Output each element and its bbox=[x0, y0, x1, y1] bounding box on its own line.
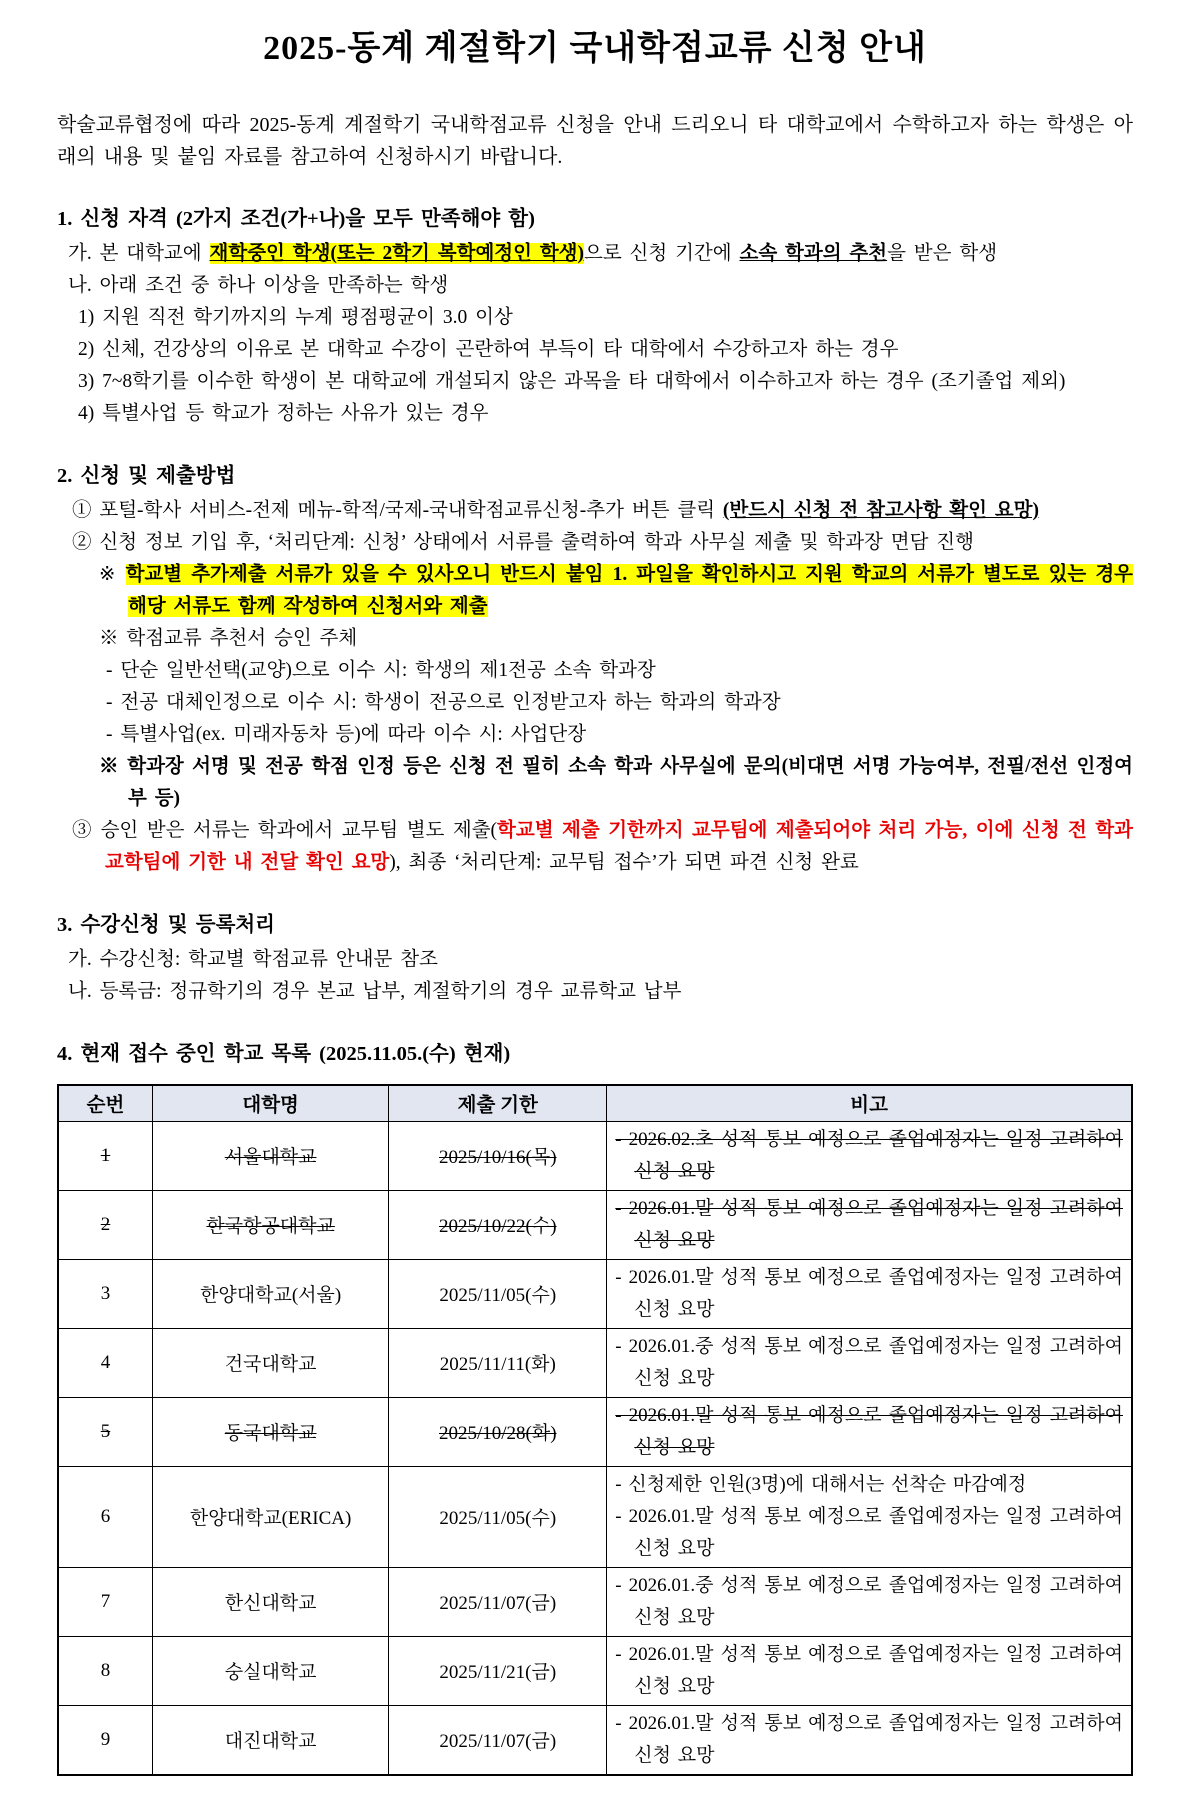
highlighted-enrolled-student: 재학중인 학생(또는 2학기 복학예정인 학생) bbox=[209, 243, 584, 264]
section-3-heading: 3. 수강신청 및 등록처리 bbox=[57, 914, 275, 936]
table-row bbox=[58, 1328, 1132, 1397]
row-number-cell: 2 bbox=[58, 1190, 153, 1259]
row-number-cell: 4 bbox=[58, 1328, 153, 1397]
item-na: 나. 아래 조건 중 하나 이상을 만족하는 학생 bbox=[68, 275, 449, 296]
university-cell: 한양대학교(서울) bbox=[153, 1259, 389, 1328]
university-cell: 대진대학교 bbox=[153, 1705, 389, 1775]
step-3-post: ), 최종 ‘처리단계: 교무팀 접수’가 되면 파견 신청 완료 bbox=[389, 852, 859, 873]
deadline-cell: 2025/11/07(금) bbox=[389, 1567, 607, 1636]
note-text: - 2026.02.초 성적 통보 예정으로 졸업예정자는 일정 고려하여 신청 요망 bbox=[615, 1128, 1123, 1182]
condition-3: 3) 7~8학기를 이수한 학생이 본 대학교에 개설되지 않은 과목을 타 대학에서 이수하고자 하는 경우 (조기졸업 제외) bbox=[78, 371, 1066, 392]
table-row bbox=[58, 1259, 1132, 1328]
deadline-cell: 2025/11/05(수) bbox=[389, 1259, 607, 1328]
note-text: - 2026.01.말 성적 통보 예정으로 졸업예정자는 일정 고려하여 신청 요망 bbox=[615, 1404, 1123, 1458]
table-header-row bbox=[58, 1085, 1132, 1121]
highlighted-additional-documents: 학교별 추가제출 서류가 있을 수 있사오니 반드시 붙임 1. 파일을 확인하시고 지원 학교의 서류가 별도로 있는 경우 해당 서류도 함께 작성하여 신청서와 제출 bbox=[125, 564, 1133, 617]
step-1 bbox=[57, 495, 1133, 527]
university-cell: 한신대학교 bbox=[153, 1567, 389, 1636]
section-4-heading: 4. 현재 접수 중인 학교 목록 (2025.11.05.(수) 현재) bbox=[57, 1043, 511, 1065]
note-cell bbox=[607, 1466, 1132, 1567]
note-text: - 2026.01.말 성적 통보 예정으로 졸업예정자는 일정 고려하여 신청 요망 bbox=[615, 1643, 1123, 1697]
note-text: - 2026.01.말 성적 통보 예정으로 졸업예정자는 일정 고려하여 신청 요망 bbox=[615, 1266, 1123, 1320]
approval-case-2: - 전공 대체인정으로 이수 시: 학생이 전공으로 인정받고자 하는 학과의 학과장 bbox=[106, 692, 781, 713]
note-text: - 2026.01.말 성적 통보 예정으로 졸업예정자는 일정 고려하여 신청 요망 bbox=[615, 1505, 1123, 1559]
underlined-department-recommendation: 소속 학과의 추천 bbox=[739, 243, 888, 264]
row-number-cell: 9 bbox=[58, 1705, 153, 1775]
section-1-heading: 1. 신청 자격 (2가지 조건(가+나)을 모두 만족해야 함) bbox=[57, 208, 535, 230]
table-row bbox=[58, 1636, 1132, 1705]
university-cell: 한양대학교(ERICA) bbox=[153, 1466, 389, 1567]
note-text: - 신청제한 인원(3명)에 대해서는 선착순 마감예정 bbox=[615, 1473, 1027, 1495]
table-row bbox=[58, 1190, 1132, 1259]
row-number-cell: 6 bbox=[58, 1466, 153, 1567]
header-deadline: 제출 기한 bbox=[389, 1085, 607, 1121]
table-row bbox=[58, 1121, 1132, 1190]
registration-ga: 가. 수강신청: 학교별 학점교류 안내문 참조 bbox=[68, 949, 438, 970]
university-cell: 한국항공대학교 bbox=[153, 1190, 389, 1259]
header-remarks: 비고 bbox=[607, 1085, 1132, 1121]
item-ga-post: 을 받은 학생 bbox=[887, 243, 998, 264]
school-list-table bbox=[57, 1084, 1133, 1776]
section-application-method bbox=[57, 460, 1133, 879]
note-cell bbox=[607, 1259, 1132, 1328]
note-cell bbox=[607, 1328, 1132, 1397]
item-ga-mid: 으로 신청 기간에 bbox=[584, 243, 740, 264]
note-cell bbox=[607, 1397, 1132, 1466]
note-cell bbox=[607, 1121, 1132, 1190]
registration-na: 나. 등록금: 정규학기의 경우 본교 납부, 계절학기의 경우 교류학교 납부 bbox=[68, 981, 682, 1002]
university-cell: 서울대학교 bbox=[153, 1121, 389, 1190]
deadline-cell: 2025/11/05(수) bbox=[389, 1466, 607, 1567]
section-registration bbox=[57, 909, 1133, 1008]
note-marker: ※ bbox=[99, 564, 126, 585]
note-additional-documents bbox=[57, 559, 1133, 623]
note-cell bbox=[607, 1636, 1132, 1705]
step-3-pre: ③ 승인 받은 서류는 학과에서 교무팀 별도 제출( bbox=[72, 820, 498, 841]
step-1-text: ① 포털-학사 서비스-전제 메뉴-학적/국제-국내학점교류신청-추가 버튼 클릭 bbox=[72, 500, 723, 521]
note-signature-inquiry: ※ 학과장 서명 및 전공 학점 인정 등은 신청 전 필히 소속 학과 사무실에 문의(비대면 서명 가능여부, 전필/전선 인정여부 등) bbox=[99, 756, 1133, 809]
note-approval-subject: ※ 학점교류 추천서 승인 주체 bbox=[99, 628, 358, 649]
step-2: ② 신청 정보 기입 후, ‘처리단계: 신청’ 상태에서 서류를 출력하여 학과 사무실 제출 및 학과장 면담 진행 bbox=[72, 532, 974, 553]
item-ga-pre: 가. 본 대학교에 bbox=[68, 243, 210, 264]
table-row bbox=[58, 1397, 1132, 1466]
table-row bbox=[58, 1567, 1132, 1636]
university-cell: 숭실대학교 bbox=[153, 1636, 389, 1705]
page-title: 2025-동계 계절학기 국내학점교류 신청 안내 bbox=[263, 30, 927, 67]
step-1-warning: (반드시 신청 전 참고사항 확인 요망) bbox=[722, 500, 1040, 521]
note-cell bbox=[607, 1705, 1132, 1775]
note-text: - 2026.01.말 성적 통보 예정으로 졸업예정자는 일정 고려하여 신청 요망 bbox=[615, 1712, 1123, 1766]
note-text: - 2026.01.중 성적 통보 예정으로 졸업예정자는 일정 고려하여 신청 요망 bbox=[615, 1335, 1123, 1389]
note-cell bbox=[607, 1190, 1132, 1259]
deadline-cell: 2025/10/28(화) bbox=[389, 1397, 607, 1466]
section-eligibility bbox=[57, 203, 1133, 430]
university-cell: 동국대학교 bbox=[153, 1397, 389, 1466]
section-school-list bbox=[57, 1038, 1133, 1776]
note-cell bbox=[607, 1567, 1132, 1636]
deadline-cell: 2025/11/07(금) bbox=[389, 1705, 607, 1775]
table-row bbox=[58, 1705, 1132, 1775]
header-number: 순번 bbox=[58, 1085, 153, 1121]
item-ga bbox=[57, 238, 1133, 270]
deadline-cell: 2025/11/11(화) bbox=[389, 1328, 607, 1397]
approval-case-3: - 특별사업(ex. 미래자동차 등)에 따라 이수 시: 사업단장 bbox=[106, 724, 587, 745]
note-text: - 2026.01.중 성적 통보 예정으로 졸업예정자는 일정 고려하여 신청 요망 bbox=[615, 1574, 1123, 1628]
section-2-heading: 2. 신청 및 제출방법 bbox=[57, 465, 236, 487]
deadline-cell: 2025/10/22(수) bbox=[389, 1190, 607, 1259]
deadline-cell: 2025/11/21(금) bbox=[389, 1636, 607, 1705]
deadline-cell: 2025/10/16(목) bbox=[389, 1121, 607, 1190]
step-3 bbox=[57, 815, 1133, 879]
row-number-cell: 1 bbox=[58, 1121, 153, 1190]
row-number-cell: 8 bbox=[58, 1636, 153, 1705]
university-cell: 건국대학교 bbox=[153, 1328, 389, 1397]
table-row bbox=[58, 1466, 1132, 1567]
note-text: - 2026.01.말 성적 통보 예정으로 졸업예정자는 일정 고려하여 신청 요망 bbox=[615, 1197, 1123, 1251]
row-number-cell: 5 bbox=[58, 1397, 153, 1466]
intro-paragraph: 학술교류협정에 따라 2025-동계 계절학기 국내학점교류 신청을 안내 드리오니 타 대학교에서 수학하고자 하는 학생은 아래의 내용 및 붙임 자료를 참고하여 신청하시기 바랍니다. bbox=[57, 114, 1133, 168]
approval-case-1: - 단순 일반선택(교양)으로 이수 시: 학생의 제1전공 소속 학과장 bbox=[106, 660, 656, 681]
condition-1: 1) 지원 직전 학기까지의 누계 평점평균이 3.0 이상 bbox=[78, 307, 513, 328]
condition-4: 4) 특별사업 등 학교가 정하는 사유가 있는 경우 bbox=[78, 403, 489, 424]
header-university: 대학명 bbox=[153, 1085, 389, 1121]
condition-2: 2) 신체, 건강상의 이유로 본 대학교 수강이 곤란하여 부득이 타 대학에서 수강하고자 하는 경우 bbox=[78, 339, 899, 360]
step-3-red-warning: 학교별 제출 기한까지 교무팀에 제출되어야 처리 가능, 이에 신청 전 학과 교학팀에 기한 내 전달 확인 요망 bbox=[105, 820, 1134, 873]
row-number-cell: 3 bbox=[58, 1259, 153, 1328]
row-number-cell: 7 bbox=[58, 1567, 153, 1636]
